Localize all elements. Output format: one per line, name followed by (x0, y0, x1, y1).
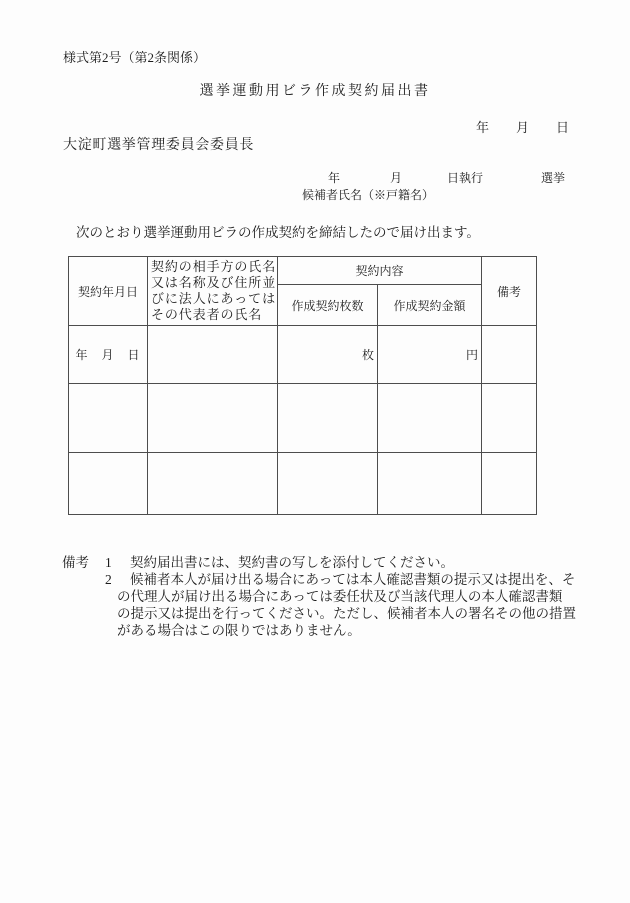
note-2-line-1: 候補者本人が届け出る場合にあっては本人確認書類の提示又は提出を、そ (130, 572, 576, 587)
intro-sentence: 次のとおり選挙運動用ビラの作成契約を締結したので届け出ます。 (76, 225, 480, 240)
header-party-line-3: びに法人にあっては (151, 291, 276, 306)
note-2-line-2: の代理人が届け出る場合にあっては委任状及び当該代理人の本人確認書類 (117, 589, 563, 604)
cell-empty (482, 384, 537, 453)
submission-date-line (476, 117, 569, 136)
header-contract-date: 契約年月日 (69, 257, 148, 326)
cell-empty (482, 453, 537, 515)
header-party-line-1: 契約の相手方の氏名 (151, 259, 277, 274)
note-2-line-3: の提示又は提出を行ってください。ただし、候補者本人の署名その他の措置 (117, 606, 576, 621)
execution-year-label: 年 (328, 171, 341, 185)
footer-notes (0, 554, 630, 644)
addressee-line: 大淀町選挙管理委員会委員長 (63, 138, 255, 153)
contract-table (68, 256, 537, 515)
header-contract-details: 契約内容 (278, 257, 482, 285)
cell-date-placeholder: 年 月 日 (69, 326, 148, 384)
note-1-text: 契約届出書には、契約書の写しを添付してください。 (130, 555, 454, 570)
header-contract-amount: 作成契約金額 (378, 285, 482, 326)
note-2-line-4: がある場合はこの限りではありません。 (117, 623, 361, 638)
form-number: 様式第2号（第2条関係） (63, 50, 207, 65)
header-contract-sheets: 作成契約枚数 (278, 285, 378, 326)
date-day-label: 日 (556, 120, 570, 135)
cell-empty (378, 453, 482, 515)
candidate-name-line: 候補者氏名（※戸籍名） (302, 188, 435, 202)
notes-label: 備考 (62, 555, 89, 570)
page-title: 選挙運動用ビラ作成契約届出書 (199, 84, 431, 99)
execution-month-label: 月 (390, 171, 403, 185)
date-month-label: 月 (516, 120, 530, 135)
cell-party-empty (148, 326, 278, 384)
cell-empty (148, 384, 278, 453)
note-2-number: 2 (105, 572, 112, 587)
execution-day-label: 日執行 (447, 171, 484, 185)
header-remarks: 備考 (482, 257, 537, 326)
cell-sheets-unit: 枚 (278, 326, 378, 384)
cell-empty (378, 384, 482, 453)
date-year-label: 年 (476, 120, 490, 135)
cell-empty (69, 453, 148, 515)
cell-amount-unit: 円 (378, 326, 482, 384)
note-1-number: 1 (105, 555, 112, 570)
cell-empty (148, 453, 278, 515)
election-label: 選挙 (541, 171, 566, 185)
header-party-line-4: その代表者の氏名 (151, 307, 263, 322)
cell-empty (278, 384, 378, 453)
header-contract-party (148, 257, 278, 326)
cell-remarks-empty (482, 326, 537, 384)
cell-empty (69, 384, 148, 453)
cell-empty (278, 453, 378, 515)
header-party-line-2: 又は名称及び住所並 (151, 275, 277, 290)
